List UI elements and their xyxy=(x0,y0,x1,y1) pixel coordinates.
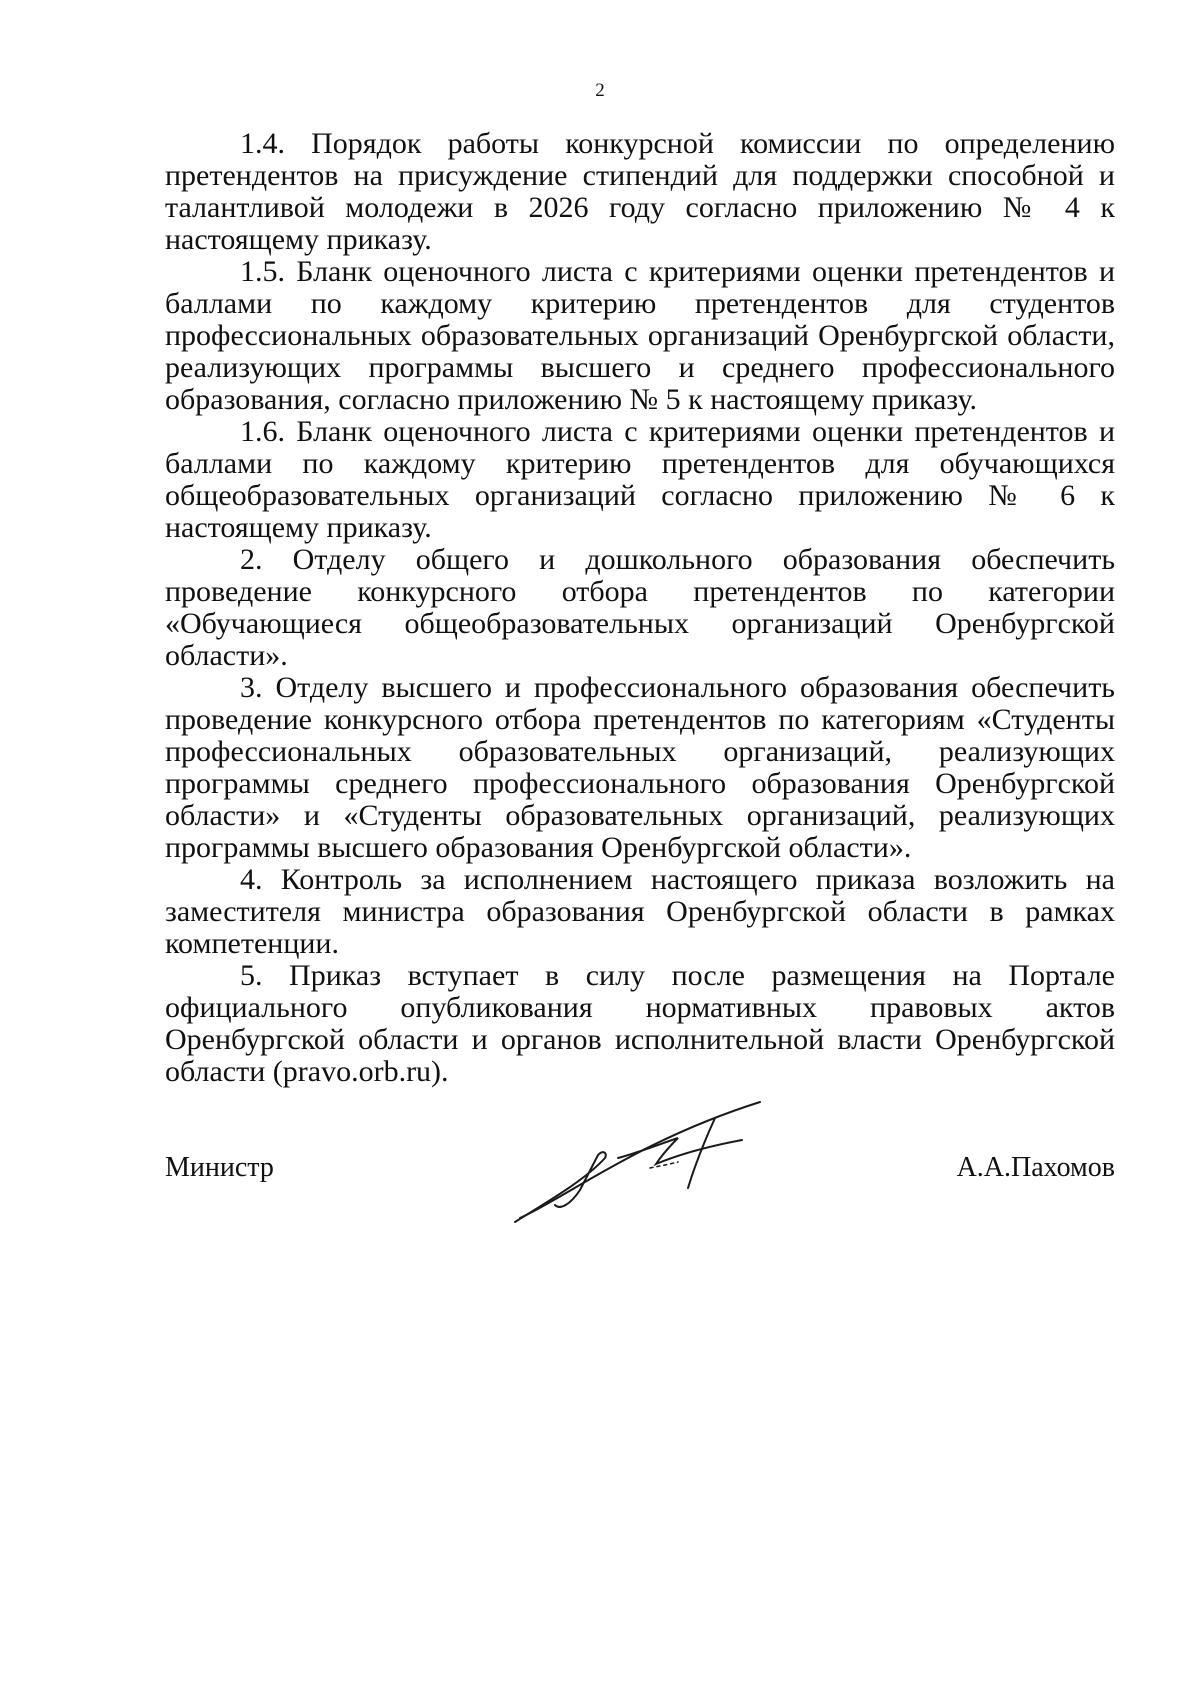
paragraph-2: 2. Отделу общего и дошкольного образования обеспечить проведение конкурсного отбора претендентов по категории «Обучающиеся общеобразовательных организаций Оренбургской области». xyxy=(165,543,1115,672)
paragraph-1-4: 1.4. Порядок работы конкурсной комиссии по определению претендентов на присуждение стипендий для поддержки способной и талантливой молодежи в 2026 году согласно приложению № 4 к настоящему приказу. xyxy=(165,127,1115,256)
signature-block xyxy=(165,1090,1115,1250)
document-body xyxy=(165,128,1115,1088)
paragraph-1-5: 1.5. Бланк оценочного листа с критериями оценки претендентов и баллами по каждому критерию претендентов для студентов профессиональных образовательных организаций Оренбургской области, реализующих программы высшего и среднего профессионального образования, согласно приложению № 5 к настоящему приказу. xyxy=(165,255,1115,416)
signer-position: Министр xyxy=(165,1152,274,1183)
page-number: 2 xyxy=(595,80,605,101)
handwritten-signature xyxy=(510,1080,780,1230)
paragraph-5: 5. Приказ вступает в силу после размещения на Портале официального опубликования нормативных правовых актов Оренбургской области и органов исполнительной власти Оренбургской области (pravo.orb.ru). xyxy=(165,959,1115,1088)
paragraph-3: 3. Отделу высшего и профессионального образования обеспечить проведение конкурсного отбора претендентов по категориям «Студенты профессиональных образовательных организаций, реализующих программы среднего профессионального образования Оренбургской области» и «Студенты образовательных организаций, реализующих программы высшего образования Оренбургской области». xyxy=(165,671,1115,864)
signer-name: А.А.Пахомов xyxy=(956,1152,1115,1183)
paragraph-4: 4. Контроль за исполнением настоящего приказа возложить на заместителя министра образования Оренбургской области в рамках компетенции. xyxy=(165,863,1115,960)
paragraph-1-6: 1.6. Бланк оценочного листа с критериями оценки претендентов и баллами по каждому критерию претендентов для обучающихся общеобразовательных организаций согласно приложению № 6 к настоящему приказу. xyxy=(165,415,1115,544)
